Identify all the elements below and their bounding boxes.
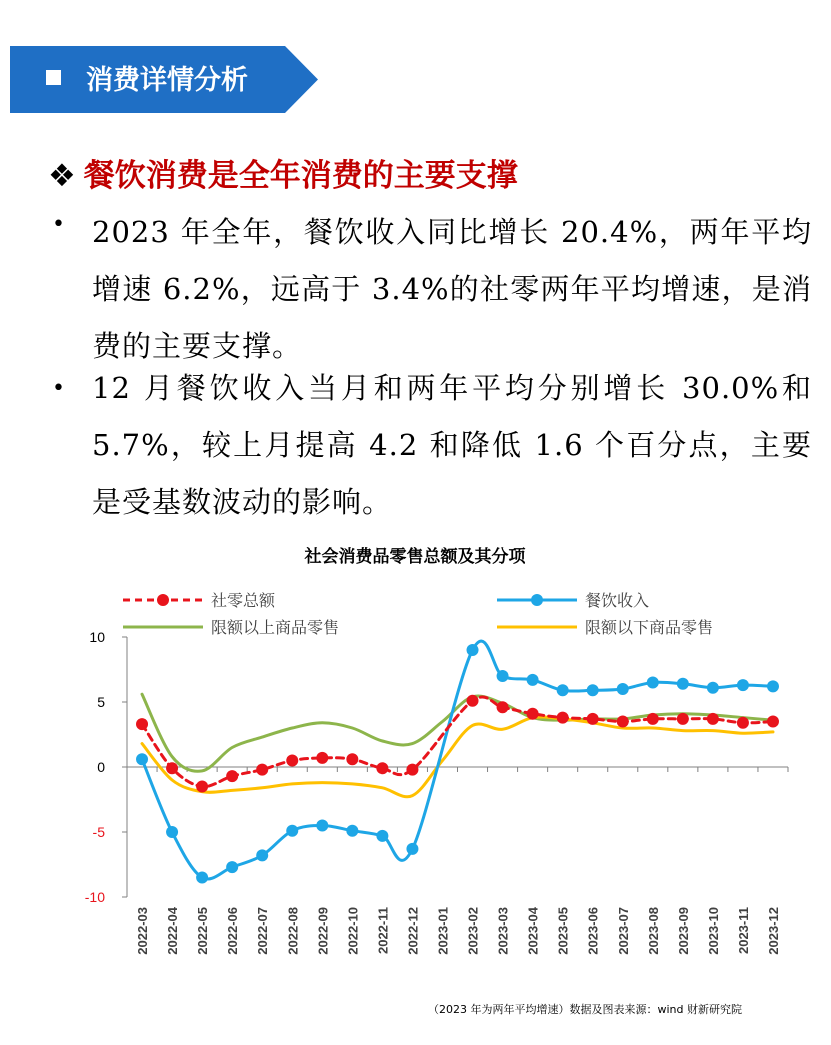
x-tick-label: 2023-06 bbox=[585, 907, 601, 955]
footnote: （2023 年为两年平均增速）数据及图表来源：wind 财新研究院 bbox=[428, 1003, 742, 1016]
bullet-marker: • bbox=[52, 376, 65, 401]
data-point bbox=[737, 717, 749, 729]
data-point bbox=[406, 843, 418, 855]
data-point bbox=[376, 830, 388, 842]
paragraph-2: 12 月餐饮收入当月和两年平均分别增长 30.0%和 5.7%，较上月提高 4.2 和降低 1.6 个百分点，主要是受基数波动的影响。 bbox=[92, 371, 812, 519]
x-tick-label: 2022-04 bbox=[165, 907, 181, 955]
data-point bbox=[527, 708, 539, 720]
x-tick-label: 2023-12 bbox=[765, 907, 781, 955]
retail-sales-chart bbox=[0, 525, 831, 995]
data-point bbox=[767, 680, 779, 692]
subheading-text: 餐饮消费是全年消费的主要支撑 bbox=[83, 158, 518, 194]
x-tick-label: 2022-10 bbox=[345, 907, 361, 955]
y-tick-label: -10 bbox=[84, 889, 105, 905]
y-tick-label: 10 bbox=[89, 629, 105, 645]
x-tick-label: 2023-10 bbox=[705, 907, 721, 955]
data-point bbox=[497, 670, 509, 682]
data-point bbox=[707, 713, 719, 725]
x-tick-label: 2022-11 bbox=[375, 907, 391, 954]
x-tick-label: 2023-08 bbox=[645, 907, 661, 955]
data-point bbox=[256, 764, 268, 776]
data-point bbox=[196, 781, 208, 793]
series-line-2 bbox=[142, 694, 773, 771]
y-tick-label: -5 bbox=[92, 824, 105, 840]
series-line-1 bbox=[142, 641, 773, 879]
x-tick-label: 2023-05 bbox=[555, 907, 571, 955]
legend-label: 限额以上商品零售 bbox=[211, 618, 340, 637]
data-point bbox=[467, 644, 479, 656]
x-tick-label: 2023-09 bbox=[675, 907, 691, 955]
data-point bbox=[677, 713, 689, 725]
data-point bbox=[196, 872, 208, 884]
x-tick-label: 2022-07 bbox=[255, 907, 271, 955]
x-tick-label: 2023-04 bbox=[525, 907, 541, 955]
x-tick-label: 2023-02 bbox=[465, 907, 481, 955]
data-point bbox=[226, 770, 238, 782]
x-tick-label: 2023-11 bbox=[735, 907, 751, 954]
x-tick-label: 2022-06 bbox=[225, 907, 241, 955]
series-line-3 bbox=[142, 717, 773, 797]
data-point bbox=[136, 753, 148, 765]
x-tick-label: 2023-01 bbox=[435, 907, 451, 955]
data-point bbox=[166, 826, 178, 838]
data-point bbox=[647, 677, 659, 689]
data-point bbox=[136, 718, 148, 730]
data-point bbox=[316, 820, 328, 832]
data-point bbox=[497, 701, 509, 713]
data-point bbox=[467, 695, 479, 707]
subheading bbox=[48, 150, 518, 195]
diamond-icon: ❖ bbox=[48, 158, 76, 194]
x-tick-label: 2022-03 bbox=[135, 907, 151, 955]
data-point bbox=[346, 825, 358, 837]
data-point bbox=[647, 713, 659, 725]
legend-marker bbox=[531, 594, 543, 606]
x-tick-label: 2023-03 bbox=[495, 907, 511, 955]
data-point bbox=[376, 762, 388, 774]
data-point bbox=[767, 716, 779, 728]
data-point bbox=[406, 764, 418, 776]
bullet-marker: • bbox=[52, 212, 65, 237]
square-bullet-icon bbox=[46, 70, 61, 85]
paragraph-1: 2023 年全年，餐饮收入同比增长 20.4%，两年平均增速 6.2%，远高于 3.4%的社零两年平均增速，是消费的主要支撑。 bbox=[92, 215, 812, 363]
x-tick-label: 2022-12 bbox=[405, 907, 421, 955]
y-tick-label: 5 bbox=[97, 694, 105, 710]
y-tick-label: 0 bbox=[97, 759, 105, 775]
data-point bbox=[617, 683, 629, 695]
data-point bbox=[256, 849, 268, 861]
legend-label: 限额以下商品零售 bbox=[585, 618, 714, 637]
data-point bbox=[166, 762, 178, 774]
data-point bbox=[677, 678, 689, 690]
data-point bbox=[587, 713, 599, 725]
data-point bbox=[587, 684, 599, 696]
data-point bbox=[286, 825, 298, 837]
legend-marker bbox=[157, 594, 169, 606]
data-point bbox=[707, 682, 719, 694]
data-point bbox=[226, 861, 238, 873]
data-point bbox=[527, 674, 539, 686]
legend-label: 餐饮收入 bbox=[585, 591, 650, 610]
data-point bbox=[286, 755, 298, 767]
data-point bbox=[557, 712, 569, 724]
data-point bbox=[617, 716, 629, 728]
data-point bbox=[737, 679, 749, 691]
x-tick-label: 2022-08 bbox=[285, 907, 301, 955]
chart-title: 社会消费品零售总额及其分项 bbox=[304, 547, 526, 567]
legend-label: 社零总额 bbox=[211, 591, 276, 610]
data-point bbox=[346, 753, 358, 765]
x-tick-label: 2023-07 bbox=[615, 907, 631, 955]
x-tick-label: 2022-05 bbox=[195, 907, 211, 955]
x-tick-label: 2022-09 bbox=[315, 907, 331, 955]
banner-title: 消费详情分析 bbox=[86, 65, 248, 96]
data-point bbox=[316, 752, 328, 764]
data-point bbox=[557, 684, 569, 696]
